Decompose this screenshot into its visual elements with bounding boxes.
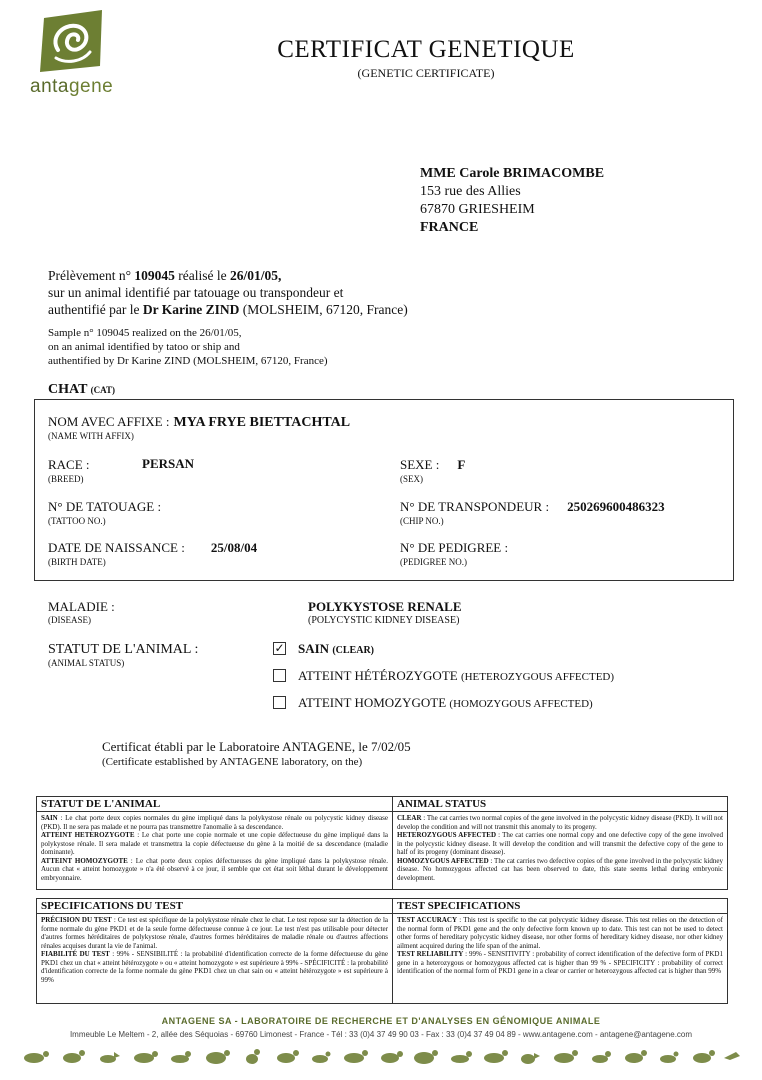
recipient-country: FRANCE <box>420 220 479 235</box>
certificate-subtitle: (GENETIC CERTIFICATE) <box>357 66 495 80</box>
status-option-heterozygous: ATTEINT HÉTÉROZYGOTE (HETEROZYGOUS AFFECTED) <box>298 668 615 683</box>
race-field: RACE : (BREED) <box>48 457 90 484</box>
established-en: (Certificate established by ANTAGENE laboratory, on the) <box>102 756 363 768</box>
sample-fr: Prélèvement n° 109045 réalisé le 26/01/05, sur un animal identifié par tatouage ou transpondeur et authentifié par le Dr Karine ZIND (MOLSHEIM, 67120, France) <box>48 268 408 317</box>
sex-field: SEXE : F (SEX) <box>400 457 466 484</box>
disease-label: MALADIE : (DISEASE) <box>48 599 115 625</box>
status-option-clear-checkbox: ✓ <box>274 641 285 655</box>
legend-test-box <box>36 898 728 1004</box>
legend-status-fr-title: STATUT DE L'ANIMAL <box>37 797 392 812</box>
name-field: NOM AVEC AFFIXE : MYA FRYE BIETTACHTAL (NAME WITH AFFIX) <box>48 414 351 441</box>
pedigree-field: N° DE PEDIGREE : (PEDIGREE NO.) <box>400 540 509 567</box>
legend-status-en-title: ANIMAL STATUS <box>393 797 727 812</box>
race-value: PERSAN <box>142 456 195 471</box>
disease-value: POLYKYSTOSE RENALE (POLYCYSTIC KIDNEY DISEASE) <box>308 599 462 626</box>
certificate-title: CERTIFICAT GENETIQUE <box>277 36 575 63</box>
birth-field: DATE DE NAISSANCE : 25/08/04 (BIRTH DATE) <box>48 540 258 567</box>
antagene-logo-text: antagene <box>30 76 114 97</box>
status-option-homozygous-checkbox <box>273 696 286 709</box>
status-option-heterozygous-checkbox <box>273 669 286 682</box>
legend-status-fr-text: SAIN : Le chat porte deux copies normales du gène impliqué dans la polykystose rénale ou polycystic kidney disease (PKD). Il ne sera pas malade et ne pourra pas transmettre l'anomalie à sa descendance. ATTEINT HETEROZYGOTE : Le chat porte une copie normale et une copie défectueuse du gène impliqué dans la polykystose rénale. Il sera malade et transmettra la copie défectueuse du gène à la moitié de sa descendance (maladie dominante). ATTEINT HOMOZYGOTE : Le chat porte deux copies défectueuses du gène impliqué dans la polykystose rénale. Aucun chat « atteint homozygote » n'a été observé à ce jour, il semble que cet état soit léthal durant le développement embryonnaire. <box>41 814 388 882</box>
recipient-name: MME Carole BRIMACOMBE <box>420 166 605 181</box>
established-fr: Certificat établi par le Laboratoire ANTAGENE, le 7/02/05 <box>102 739 411 754</box>
status-label: STATUT DE L'ANIMAL : (ANIMAL STATUS) <box>48 642 199 668</box>
sample-en: Sample n° 109045 realized on the 26/01/05, on an animal identified by tatoo or ship and authentified by Dr Karine ZIND (MOLSHEIM, 67120, France) <box>48 327 328 367</box>
legend-test-fr-title: SPECIFICATIONS DU TEST <box>37 899 392 914</box>
legend-test-en-text: TEST ACCURACY : This test is specific to the cat polycystic kidney disease. This test relies on the detection of the normal form of PKD1 gene and the only defective form known up to date. This test can not be used to detect other forms of hereditary polycystic kidney disease, nor other forms of hereditary kidney disease, nor other kidney ailment acquired during the life span of the animal. TEST RELIABILITY : 99% - SENSITIVITY : probability of correct identification of the defective form of PKD1 gene in a heterozygous or homozygous affected cat is higher than 99 % - SPECIFICITY : probability of correct identification of the normal form of PKD1 gene in a clear or carrier or heterozygous affected cat is higher than 99% <box>397 916 723 975</box>
animal-silhouettes-strip <box>20 1044 742 1068</box>
recipient-city: 67870 GRIESHEIM <box>420 202 535 217</box>
legend-status-box <box>36 796 728 890</box>
legend-test-en-title: TEST SPECIFICATIONS <box>393 899 727 914</box>
footer-address: Immeuble Le Meltem - 2, allée des Séquoias - 69760 Limonest - France - Tél : 33 (0)4 37 49 90 03 - Fax : 33 (0)4 37 49 04 89 - www.antagene.com - antagene@antagene.com <box>69 1030 693 1039</box>
legend-test-fr-text: PRÉCISION DU TEST : Ce test est spécifique de la polykystose rénale chez le chat. Le test repose sur la détection de la forme normale du gène PKD1 et de la seule forme défectueuse connue à ce jour. Le test n'est pas utilisable pour détecter d'autres formes héréditaires de polykystose rénale, d'autres formes héréditaires de maladie rénale ou d'autres affections rénales acquises durant la vie de l'animal. FIABILITÉ DU TEST : 99% - SENSIBILITÉ : la probabilité d'identification correcte de la forme défectueuse du gène PKD1 chez un chat « atteint hétérozygote » ou « atteint homozygote » est supérieure à 99% - SPÉCIFICITÉ : la probabilité d'identification correcte de la forme normale du gène PKD1 chez un chat sain ou « atteint hétérozygote » est supérieure à 99% <box>41 916 388 984</box>
tattoo-field: N° DE TATOUAGE : (TATTOO NO.) <box>48 499 162 526</box>
species-label: CHAT (CAT) <box>48 382 115 397</box>
legend-status-en-text: CLEAR : The cat carries two normal copies of the gene involved in the polycystic kidney disease (PKD). It will not develop the condition and will not transmit this anomaly to its progeny. HETEROZYGOUS AFFECTED : The cat carries one normal copy and one defective copy of the gene involved in the polycystic kidney disease. It will develop the condition and will transmit the defective copy of the gene to half of its progeny (dominant disease). HOMOZYGOUS AFFECTED : The cat carries two defective copies of the gene involved in the polycystic kidney disease. No homozygous affected cat has been observed to date, this state seems lethal during embryonic development. <box>397 814 723 882</box>
chip-field: N° DE TRANSPONDEUR : 250269600486323 (CHIP NO.) <box>400 499 665 526</box>
status-option-homozygous: ATTEINT HOMOZYGOTE (HOMOZYGOUS AFFECTED) <box>298 695 593 710</box>
recipient-street: 153 rue des Allies <box>420 184 521 199</box>
footer-company: ANTAGENE SA - LABORATOIRE DE RECHERCHE ET D'ANALYSES EN GÉNOMIQUE ANIMALE <box>161 1016 601 1026</box>
status-option-clear: SAIN (CLEAR) <box>298 641 374 656</box>
